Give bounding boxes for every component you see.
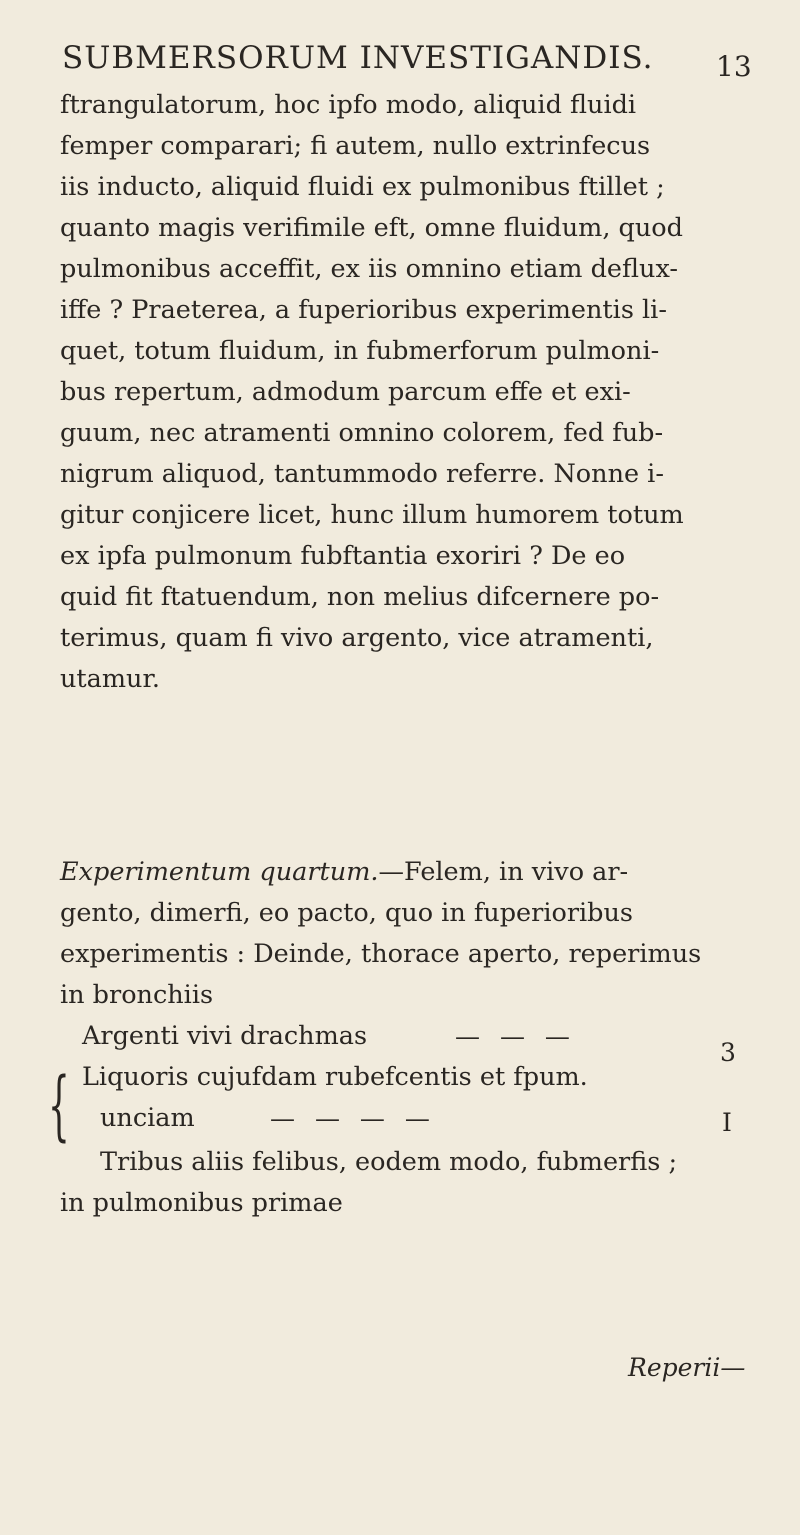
text-line: nigrum aliquod, tantummodo referre. Nonne i- [60,459,664,489]
experiment-heading: Experimentum quartum. [60,857,379,887]
text-line: ex ipfa pulmonum fubftantia exoriri ? De eo [60,541,626,571]
text-line: bus repertum, admodum parcum effe et exi- [60,377,631,407]
list-item-label: Argenti vivi drachmas [82,1021,368,1051]
experiment-text: —Felem, in vivo ar- [378,857,629,887]
text-line: quid fit ftatuendum, non melius difcernere po- [60,582,660,612]
text-line: terimus, quam fi vivo argento, vice atramenti, [60,623,654,653]
page-number: 13 [716,50,752,83]
list-dashes: — — — — [270,1104,436,1133]
text-line: iis inducto, aliquid fluidi ex pulmonibus ftillet ; [60,172,665,202]
text-line: in pulmonibus primae [60,1188,343,1218]
text-line: experimentis : Deinde, thorace aperto, reperimus [60,939,702,969]
text-line: femper comparari; fi autem, nullo extrinfecus [60,131,651,161]
text-line: guum, nec atramenti omnino colorem, fed fub- [60,418,664,448]
experiment-first-line [60,852,628,892]
brace-glyph: { [48,1060,70,1149]
list-dashes: — — — [455,1022,576,1051]
catchword: Reperii— [628,1353,746,1382]
list-item-label: Liquoris cujufdam rubefcentis et fpum. [82,1062,588,1092]
list-item-quantity: I [722,1108,732,1137]
text-line: quanto magis verifimile eft, omne fluidum, quod [60,213,683,243]
text-line: iffe ? Praeterea, a fuperioribus experimentis li- [60,295,667,325]
text-line: pulmonibus acceffit, ex iis omnino etiam deflux- [60,254,678,284]
list-item-label-cont: unciam [100,1103,195,1133]
running-head: SUBMERSORUM INVESTIGANDIS. [62,40,654,76]
text-line: ftrangulatorum, hoc ipfo modo, aliquid fluidi [60,90,637,120]
text-line: Tribus aliis felibus, eodem modo, fubmerfis ; [100,1147,678,1177]
list-item-quantity: 3 [720,1038,736,1067]
text-line: gento, dimerfi, eo pacto, quo in fuperioribus [60,898,634,928]
text-line: quet, totum fluidum, in fubmerforum pulmoni- [60,336,660,366]
text-line: in bronchiis [60,980,214,1010]
text-line: utamur. [60,664,160,694]
text-line: gitur conjicere licet, hunc illum humorem totum [60,500,684,530]
